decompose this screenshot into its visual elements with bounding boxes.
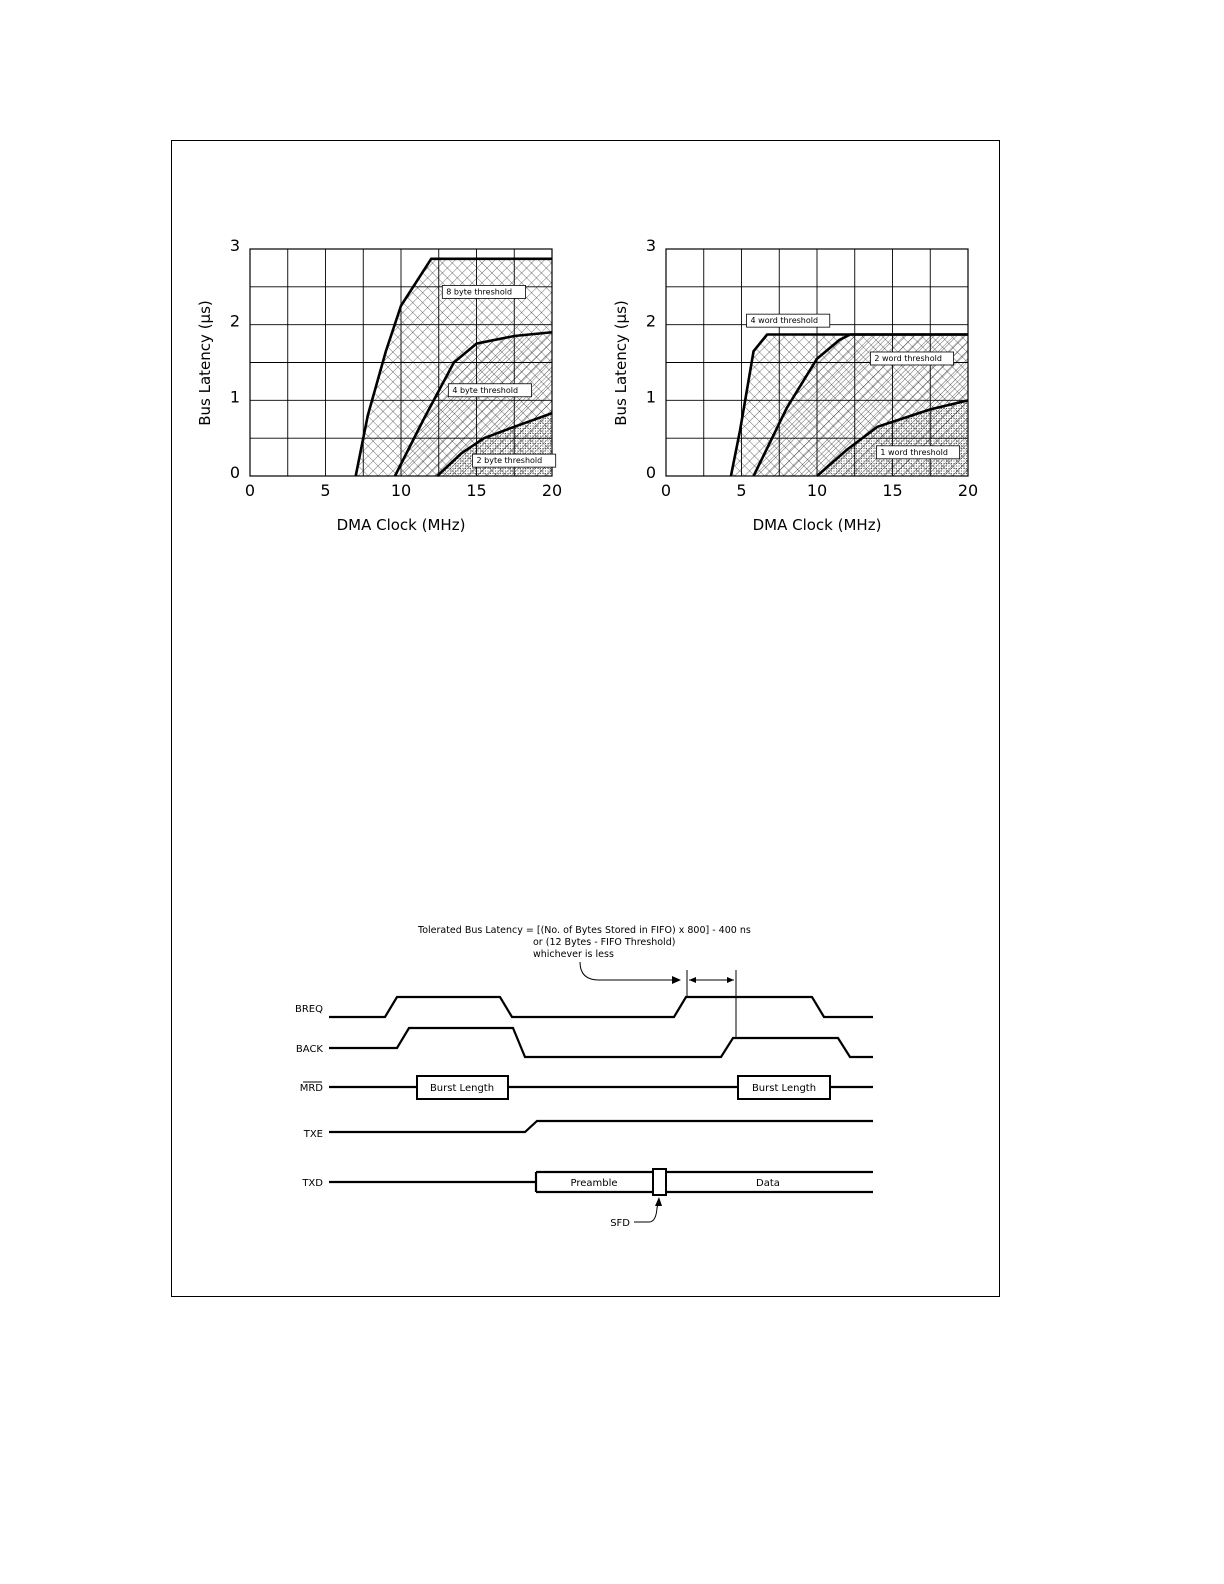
y-axis-label: Bus Latency (µs): [612, 300, 630, 426]
series-label-1-word-threshold: 1 word threshold: [880, 447, 948, 457]
y-tick-label: 0: [229, 463, 240, 482]
series-label-4-byte-threshold: 4 byte threshold: [452, 385, 519, 395]
wave-back: [329, 1028, 873, 1057]
x-tick-label: 5: [736, 481, 747, 500]
annotation: [417, 925, 751, 1038]
chart-word-threshold: [606, 228, 986, 548]
y-tick-label: 3: [229, 236, 240, 255]
timing-diagram: [171, 910, 1000, 1240]
series-label-8-byte-threshold: 8 byte threshold: [446, 287, 513, 297]
signal-txe-label: TXE: [303, 1129, 323, 1140]
annotation-line-1: Tolerated Bus Latency = [(No. of Bytes Stored in FIFO) x 800] - 400 ns: [418, 925, 751, 936]
annotation-line-3: whichever is less: [533, 949, 614, 960]
y-tick-label: 2: [645, 311, 656, 331]
x-tick-label: 15: [466, 481, 487, 500]
signal-back-label: BACK: [295, 1044, 323, 1055]
data-label: Data: [756, 1178, 780, 1189]
x-tick-label: 20: [541, 481, 563, 500]
y-tick-label: 1: [645, 387, 656, 407]
dimension-arrow-right: [727, 977, 734, 983]
x-axis-label: DMA Clock (MHz): [336, 516, 466, 534]
wave-breq: [329, 997, 873, 1017]
annotation-leader: [580, 962, 673, 980]
series-label-2-byte-threshold: 2 byte threshold: [476, 456, 543, 466]
series-label-4-word-threshold: 4 word threshold: [750, 316, 819, 326]
y-tick-label: 2: [229, 311, 240, 331]
chart-byte-threshold: [190, 228, 570, 548]
dimension-arrow-left: [689, 977, 696, 983]
series-label-2-word-threshold: 2 word threshold: [874, 353, 942, 363]
leader-arrowhead: [672, 976, 681, 984]
sfd-label: SFD: [610, 1218, 630, 1229]
sfd-arrowhead: [655, 1197, 662, 1206]
x-tick-label: 0: [660, 481, 672, 500]
annotation-line-2: or (12 Bytes - FIFO Threshold): [533, 937, 676, 948]
plot-area: [646, 236, 978, 500]
y-tick-label: 3: [645, 236, 656, 255]
signal-txd-label: TXD: [302, 1178, 323, 1189]
sfd-box: [653, 1169, 666, 1195]
x-tick-label: 20: [957, 481, 979, 500]
x-tick-label: 10: [390, 481, 412, 500]
x-tick-label: 5: [320, 481, 331, 500]
wave-txe: [329, 1121, 873, 1132]
x-tick-label: 10: [806, 481, 828, 500]
x-axis-label: DMA Clock (MHz): [752, 516, 882, 534]
signal-breq-label: BREQ: [295, 1004, 323, 1015]
sfd-leader: [634, 1200, 659, 1222]
x-tick-label: 15: [882, 481, 903, 500]
x-tick-label: 0: [244, 481, 256, 500]
y-tick-label: 1: [229, 387, 240, 407]
burst-label-2: Burst Length: [751, 1083, 817, 1094]
burst-label-1: Burst Length: [429, 1083, 495, 1094]
signal-mrd-label: MRD: [299, 1083, 323, 1094]
y-axis-label: Bus Latency (µs): [196, 300, 214, 426]
plot-area: [230, 236, 562, 500]
preamble-label: Preamble: [570, 1178, 618, 1189]
y-tick-label: 0: [645, 463, 656, 482]
